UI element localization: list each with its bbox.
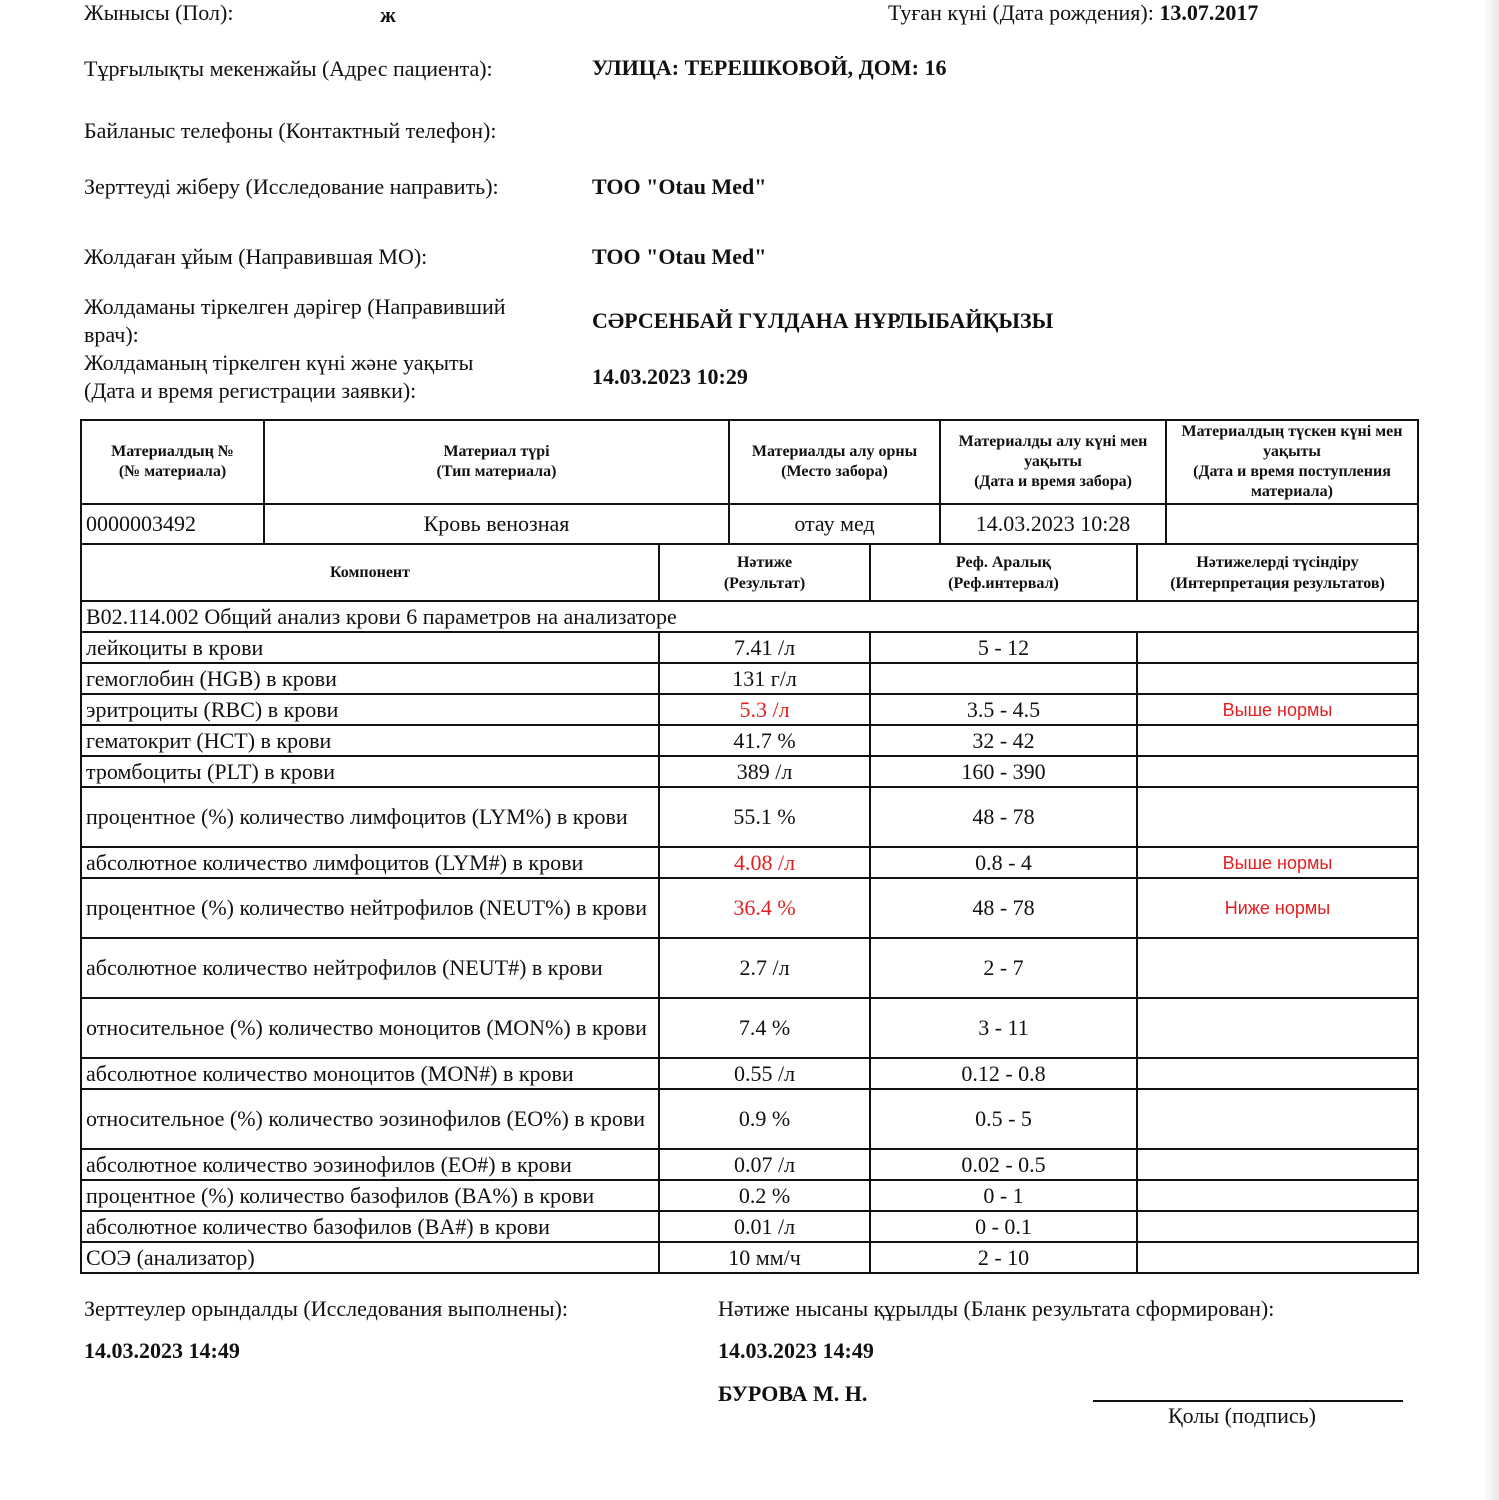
reference-range: 2 - 7 [870,938,1137,998]
interpretation [1137,1211,1418,1242]
material-data-row [81,504,1418,544]
material-collection-date-header: Материалды алу күні мен уақыты (Дата и время забора) [940,420,1166,504]
material-place: отау мед [729,504,940,544]
result-row [81,1242,1418,1273]
results-table [80,545,1419,1274]
component-name: эритроциты (RBC) в крови [81,694,659,725]
reference-range: 3 - 11 [870,998,1137,1058]
result-header: Нәтиже (Результат) [659,545,870,601]
component-name: абсолютное количество нейтрофилов (NEUT#) в крови [81,938,659,998]
interpretation: Выше нормы [1137,847,1418,878]
reference-range: 0 - 0.1 [870,1211,1137,1242]
result-value: 0.2 % [659,1180,870,1211]
reference-range: 160 - 390 [870,756,1137,787]
component-name: абсолютное количество базофилов (BA#) в крови [81,1211,659,1242]
doctor-label-line2: врач): [84,322,139,347]
component-header: Компонент [81,545,659,601]
reference-range: 0.12 - 0.8 [870,1058,1137,1089]
reference-range: 0.02 - 0.5 [870,1149,1137,1180]
material-header-row [81,420,1418,504]
interpretation [1137,632,1418,663]
material-receipt-date [1166,504,1418,544]
result-value: 5.3 /л [659,694,870,725]
component-name: относительное (%) количество эозинофилов (EO%) в крови [81,1089,659,1149]
formed-label: Нәтиже нысаны құрылды (Бланк результата сформирован): [718,1296,1275,1321]
material-type-header: Материал түрі (Тип материала) [264,420,729,504]
gender-label: Жынысы (Пол): [84,0,234,25]
interpretation: Ниже нормы [1137,878,1418,938]
result-value: 0.07 /л [659,1149,870,1180]
material-receipt-date-header: Материалдың түскен күні мен уақыты (Дата и время поступления материала) [1166,420,1418,504]
performed-label: Зерттеулер орындалды (Исследования выполнены): [84,1296,568,1321]
reference-range: 48 - 78 [870,878,1137,938]
result-value: 41.7 % [659,725,870,756]
interpretation [1137,938,1418,998]
performed-value: 14.03.2023 14:49 [84,1338,240,1363]
result-row [81,756,1418,787]
interpretation [1137,998,1418,1058]
interpretation [1137,663,1418,694]
signature-label: Қолы (подпись) [1168,1403,1316,1428]
result-row [81,1058,1418,1089]
operator-name: БУРОВА М. Н. [718,1381,868,1406]
org-value: ТОО "Otau Med" [592,244,767,269]
component-name: тромбоциты (PLT) в крови [81,756,659,787]
material-number: 0000003492 [81,504,264,544]
page-edge-shadow [1483,0,1499,1500]
component-name: гематокрит (HCT) в крови [81,725,659,756]
phone-label: Байланыс телефоны (Контактный телефон): [84,118,497,143]
reg-value: 14.03.2023 10:29 [592,364,748,389]
gender-value: ж [380,2,396,27]
doctor-label-line1: Жолдаманы тіркелген дәрігер (Направивший [84,294,506,319]
result-row [81,878,1418,938]
result-row [81,663,1418,694]
result-row [81,1211,1418,1242]
result-value: 0.01 /л [659,1211,870,1242]
reference-range [870,663,1137,694]
material-table [80,419,1419,545]
reference-range: 32 - 42 [870,725,1137,756]
birth-label-text: Туған күні (Дата рождения): [888,0,1154,25]
interpretation [1137,787,1418,847]
reference-range: 48 - 78 [870,787,1137,847]
org-label: Жолдаған ұйым (Направившая МО): [84,244,428,269]
material-place-header: Материалды алу орны (Место забора) [729,420,940,504]
interpretation [1137,1180,1418,1211]
result-row [81,998,1418,1058]
send-label: Зерттеуді жіберу (Исследование направить): [84,174,499,199]
reference-range: 0.8 - 4 [870,847,1137,878]
reference-header: Реф. Аралық (Реф.интервал) [870,545,1137,601]
interpretation [1137,1089,1418,1149]
reference-range: 0 - 1 [870,1180,1137,1211]
test-group-row [81,601,1418,632]
material-type: Кровь венозная [264,504,729,544]
interpretation: Выше нормы [1137,694,1418,725]
material-collection-date: 14.03.2023 10:28 [940,504,1166,544]
component-name: процентное (%) количество базофилов (BA%) в крови [81,1180,659,1211]
interpretation [1137,1149,1418,1180]
result-row [81,632,1418,663]
result-value: 55.1 % [659,787,870,847]
result-row [81,1149,1418,1180]
birth-label [888,0,1258,26]
address-label: Тұрғылықты мекенжайы (Адрес пациента): [84,56,493,81]
component-name: абсолютное количество эозинофилов (EO#) в крови [81,1149,659,1180]
interpretation [1137,1058,1418,1089]
interpretation-header: Нәтижелерді түсіндіру (Интерпретация результатов) [1137,545,1418,601]
result-value: 7.41 /л [659,632,870,663]
test-group-title: B02.114.002 Общий анализ крови 6 параметров на анализаторе [81,601,1418,632]
reference-range: 5 - 12 [870,632,1137,663]
send-value: ТОО "Otau Med" [592,174,767,199]
reference-range: 2 - 10 [870,1242,1137,1273]
result-value: 10 мм/ч [659,1242,870,1273]
birth-value: 13.07.2017 [1159,0,1259,25]
component-name: абсолютное количество моноцитов (MON#) в крови [81,1058,659,1089]
result-value: 389 /л [659,756,870,787]
doctor-value: СӘРСЕНБАЙ ГҮЛДАНА НҰРЛЫБАЙҚЫЗЫ [592,308,1054,333]
result-row [81,1089,1418,1149]
result-row [81,1180,1418,1211]
component-name: СОЭ (анализатор) [81,1242,659,1273]
reg-label-line1: Жолдаманың тіркелген күні және уақыты [84,350,474,375]
result-row [81,938,1418,998]
component-name: абсолютное количество лимфоцитов (LYM#) в крови [81,847,659,878]
result-value: 131 г/л [659,663,870,694]
interpretation [1137,725,1418,756]
result-row [81,694,1418,725]
result-value: 0.55 /л [659,1058,870,1089]
result-value: 7.4 % [659,998,870,1058]
component-name: гемоглобин (HGB) в крови [81,663,659,694]
signature-line [1093,1400,1403,1402]
material-number-header: Материалдың № (№ материала) [81,420,264,504]
formed-value: 14.03.2023 14:49 [718,1338,874,1363]
reference-range: 0.5 - 5 [870,1089,1137,1149]
component-name: процентное (%) количество нейтрофилов (NEUT%) в крови [81,878,659,938]
result-value: 0.9 % [659,1089,870,1149]
result-value: 2.7 /л [659,938,870,998]
component-name: процентное (%) количество лимфоцитов (LYM%) в крови [81,787,659,847]
address-value: УЛИЦА: ТЕРЕШКОВОЙ, ДОМ: 16 [592,55,947,80]
result-row [81,725,1418,756]
interpretation [1137,1242,1418,1273]
result-row [81,847,1418,878]
result-value: 4.08 /л [659,847,870,878]
reg-label-line2: (Дата и время регистрации заявки): [84,378,417,403]
reference-range: 3.5 - 4.5 [870,694,1137,725]
result-row [81,787,1418,847]
results-header-row [81,545,1418,601]
interpretation [1137,756,1418,787]
component-name: лейкоциты в крови [81,632,659,663]
results-body [81,632,1418,1273]
result-value: 36.4 % [659,878,870,938]
component-name: относительное (%) количество моноцитов (MON%) в крови [81,998,659,1058]
